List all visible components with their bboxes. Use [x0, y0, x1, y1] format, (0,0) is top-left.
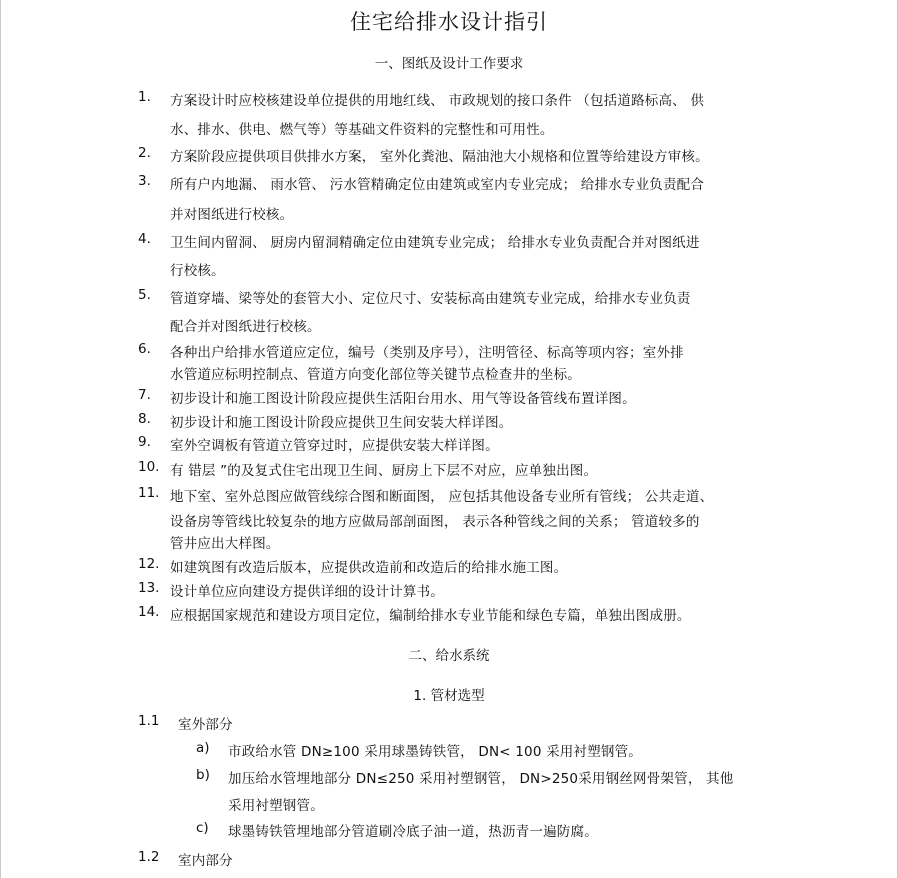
list-item-line: 方案阶段应提供项目供排水方案， 室外化粪池、隔油池大小规格和位置等给建设方审核。	[170, 149, 709, 165]
section-heading-1: 一、图纸及设计工作要求	[374, 56, 524, 72]
list-item-line: 设计单位应向建设方提供详细的设计计算书。	[170, 584, 444, 600]
document-title: 住宅给排水设计指引	[350, 10, 548, 34]
list-item-line: 水、排水、供电、燃气等）等基础文件资料的完整性和可用性。	[170, 122, 554, 138]
list-item-number: 3.	[138, 173, 151, 189]
sub-item-letter: b)	[196, 767, 210, 783]
list-item-line: 管井应出大样图。	[170, 536, 280, 552]
list-item-number: 2.	[138, 145, 151, 161]
subsection-label: 室外部分	[178, 717, 233, 733]
sub-item-line: 加压给水管埋地部分 DN≤250 采用衬塑钢管， DN>250采用钢丝网骨架管， 其他	[228, 771, 734, 787]
list-item-number: 5.	[138, 287, 151, 303]
list-item-number: 12.	[138, 556, 160, 572]
list-item-line: 并对图纸进行校核。	[170, 207, 294, 223]
list-item-line: 所有户内地漏、 雨水管、 污水管精确定位由建筑或室内专业完成； 给排水专业负责配合	[170, 177, 705, 193]
subsection-number: 1.1	[138, 713, 160, 729]
list-item-line: 地下室、室外总图应做管线综合图和断面图， 应包括其他设备专业所有管线； 公共走道、	[170, 489, 714, 505]
list-item-number: 14.	[138, 604, 160, 620]
list-item-line: 应根据国家规范和建设方项目定位，编制给排水专业节能和绿色专篇，单独出图成册。	[170, 608, 691, 624]
list-item-number: 9.	[138, 434, 151, 450]
list-item-line: 配合并对图纸进行校核。	[170, 319, 321, 335]
list-item-number: 13.	[138, 580, 160, 596]
list-item-line: 室外空调板有管道立管穿过时，应提供安装大样详图。	[170, 438, 499, 454]
list-item-number: 4.	[138, 231, 151, 247]
list-item-number: 6.	[138, 341, 151, 357]
subsection-label: 室内部分	[178, 853, 233, 869]
list-item-line: 管道穿墙、梁等处的套管大小、定位尺寸、安装标高由建筑专业完成，给排水专业负责	[170, 291, 691, 307]
subsection-number: 1.2	[138, 849, 160, 865]
list-item-line: 设备房等管线比较复杂的地方应做局部剖面图， 表示各种管线之间的关系； 管道较多的	[170, 514, 700, 530]
sub-item-line: 市政给水管 DN≥100 采用球墨铸铁管， DN< 100 采用衬塑钢管。	[228, 744, 643, 760]
list-item-line: 各种出户给排水管道应定位，编号（类别及序号），注明管径、标高等项内容；室外排	[170, 345, 684, 361]
list-item-number: 11.	[138, 485, 160, 501]
list-item-line: 水管道应标明控制点、管道方向变化部位等关键节点检查井的坐标。	[170, 367, 581, 383]
list-item-line: 初步设计和施工图设计阶段应提供生活阳台用水、用气等设备管线布置详图。	[170, 391, 636, 407]
list-item-number: 7.	[138, 387, 151, 403]
section-heading-2: 二、给水系统	[408, 648, 490, 664]
list-item-number: 1.	[138, 89, 151, 105]
subsection-heading: 1. 管材选型	[413, 688, 485, 704]
sub-item-line: 采用衬塑钢管。	[228, 798, 324, 814]
list-item-line: 方案设计时应校核建设单位提供的用地红线、 市政规划的接口条件 （包括道路标高、 供	[170, 93, 705, 109]
list-item-line: 如建筑图有改造后版本，应提供改造前和改造后的给排水施工图。	[170, 560, 568, 576]
sub-item-letter: a)	[196, 740, 210, 756]
sub-item-line: 球墨铸铁管埋地部分管道刷冷底子油一道，热沥青一遍防腐。	[228, 824, 598, 840]
list-item-line: 有 错层 ”的及复式住宅出现卫生间、厨房上下层不对应，应单独出图。	[170, 463, 598, 479]
list-item-line: 行校核。	[170, 263, 225, 279]
page-edge-left	[0, 0, 1, 878]
list-item-number: 8.	[138, 411, 151, 427]
sub-item-letter: c)	[196, 820, 209, 836]
list-item-number: 10.	[138, 459, 160, 475]
list-item-line: 初步设计和施工图设计阶段应提供卫生间安装大样详图。	[170, 415, 513, 431]
list-item-line: 卫生间内留洞、 厨房内留洞精确定位由建筑专业完成； 给排水专业负责配合并对图纸进	[170, 235, 700, 251]
